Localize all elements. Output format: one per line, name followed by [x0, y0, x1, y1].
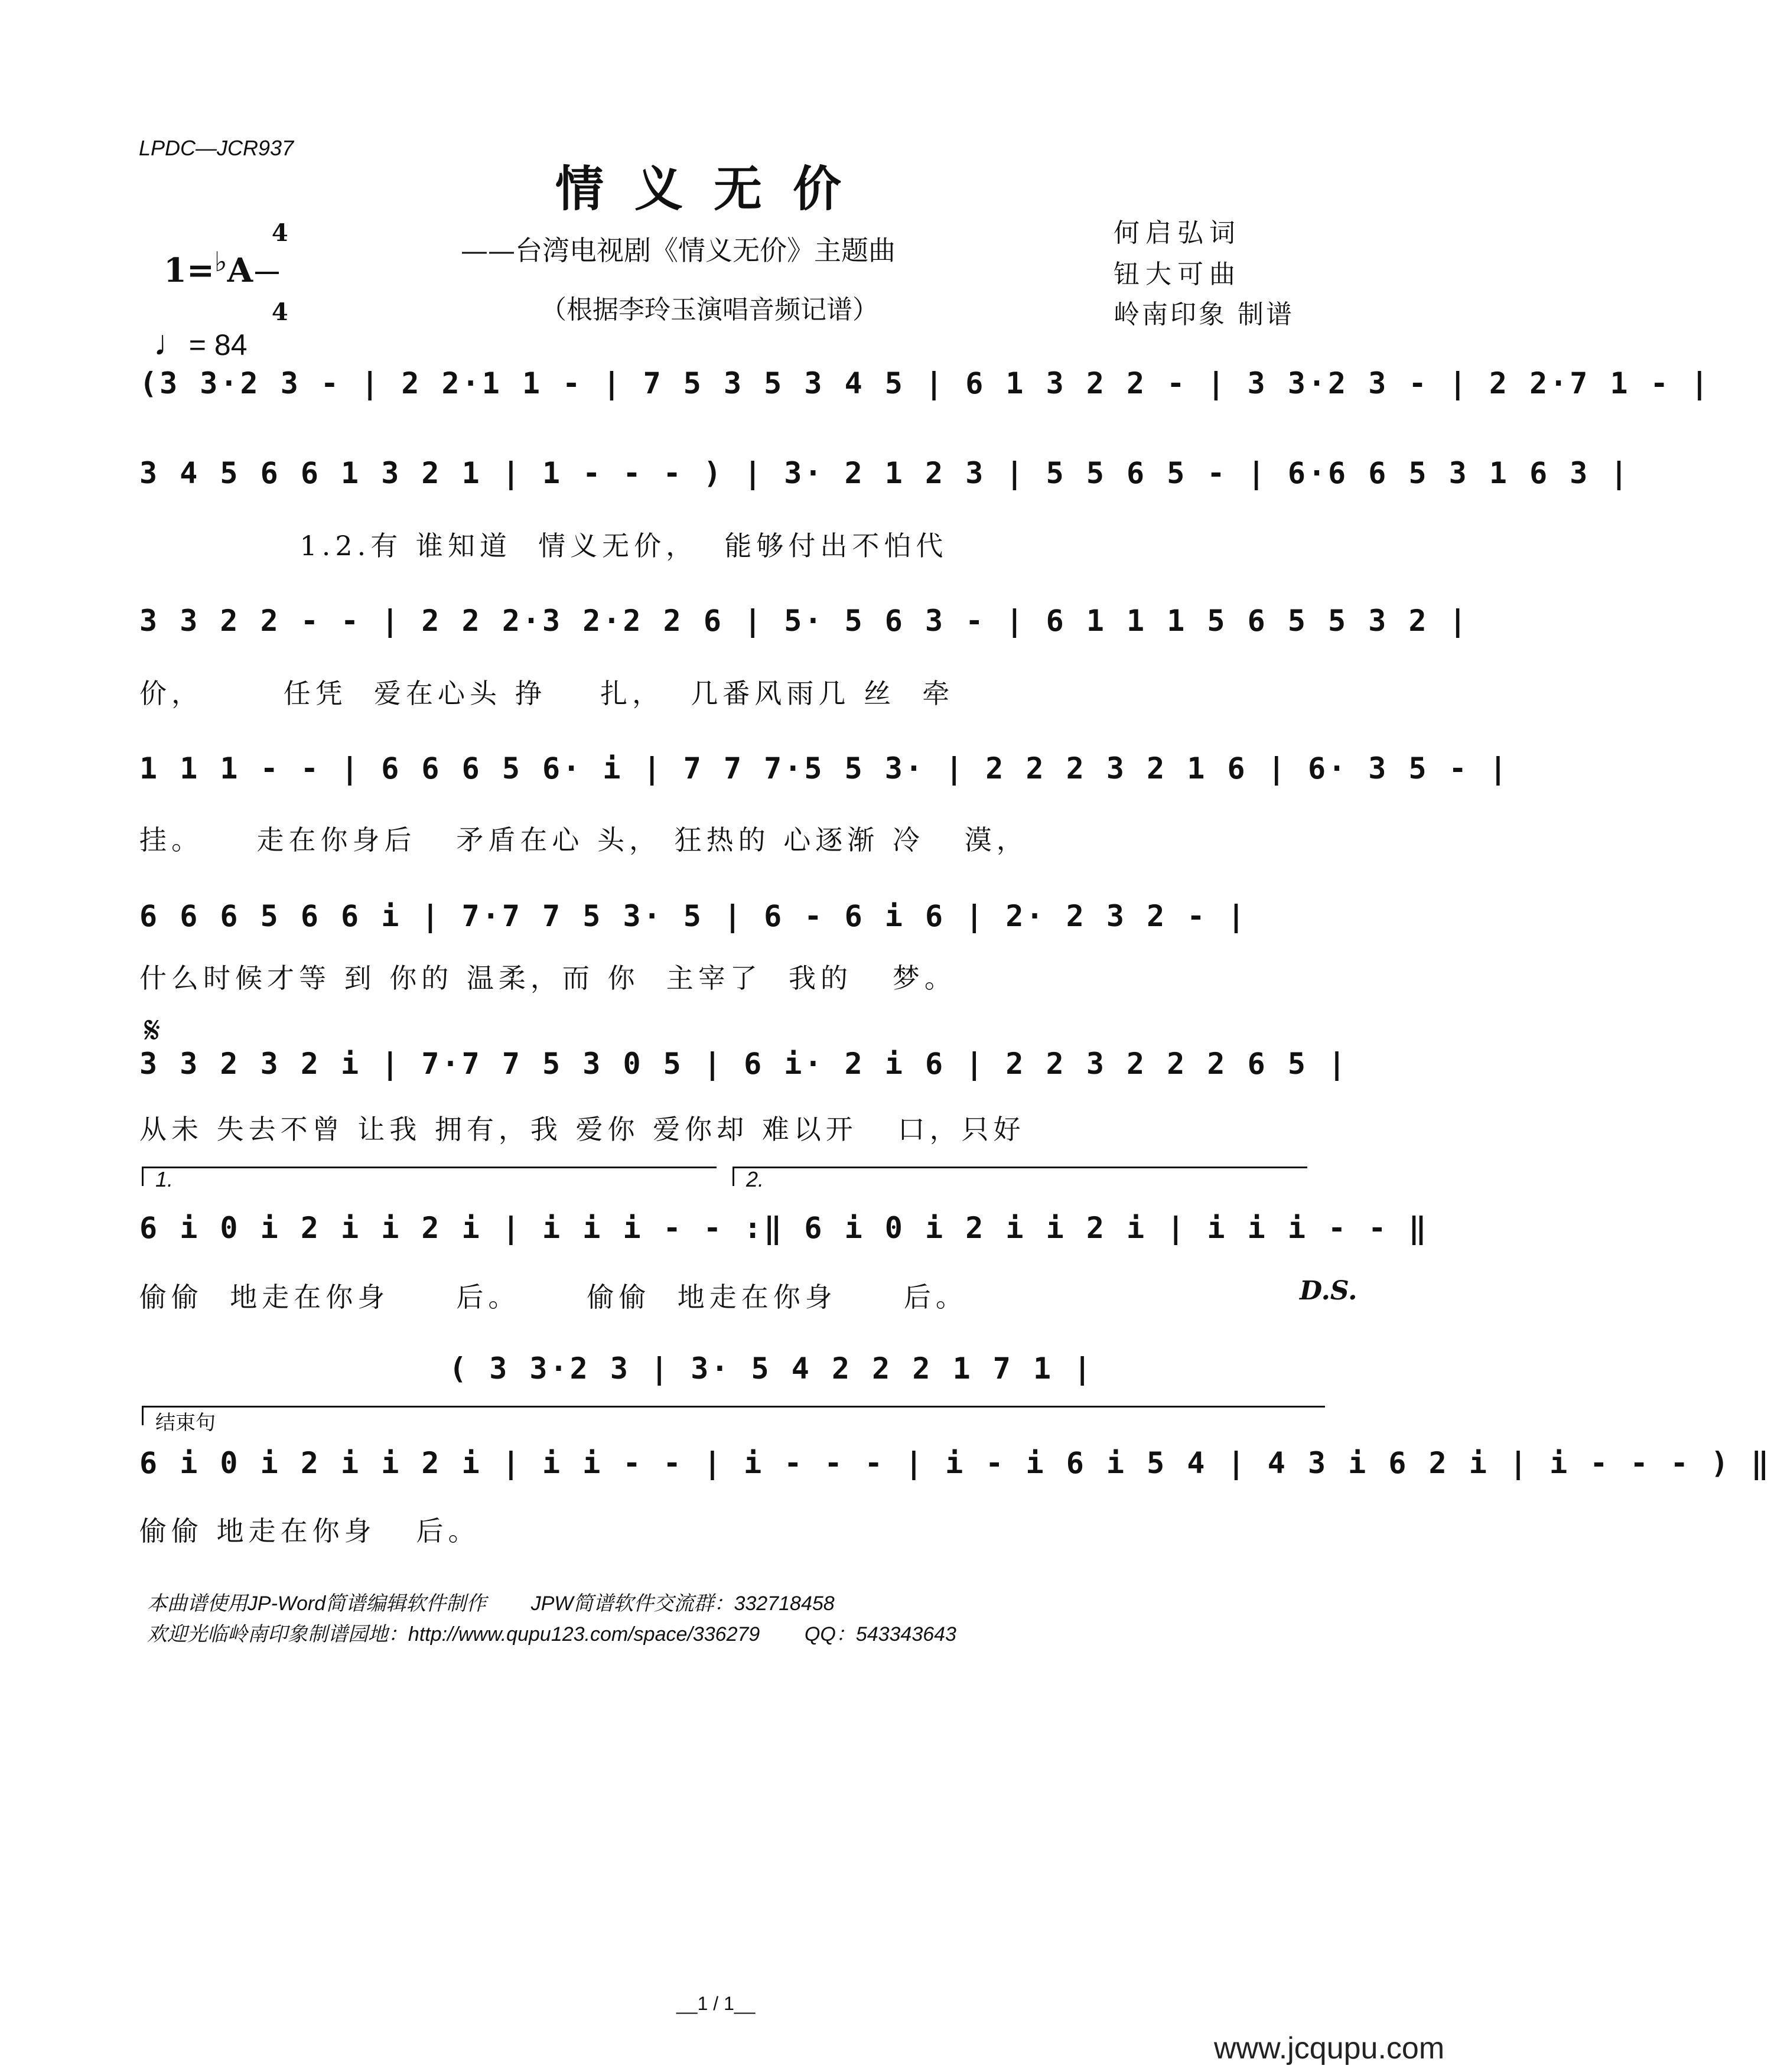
arranger-credit: 岭南印象 制谱 — [1114, 299, 1294, 330]
lyricist-credit: 何启弘词 — [1114, 218, 1241, 248]
footer-line-2 — [136, 1595, 956, 1647]
key-signature — [141, 207, 253, 290]
footer-group: JPW简谱软件交流群：332718458 — [530, 1592, 835, 1615]
coda-bracket — [142, 1406, 1325, 1435]
lyric-row-6: 从未 失去不曾 让我 拥有，我 爱你 爱你却 难以开 口，只好 — [139, 1113, 1026, 1145]
footer-software: 本曲谱使用JP-Word简谱编辑软件制作 — [147, 1592, 487, 1615]
segno-icon: 𝄋 — [144, 1009, 161, 1053]
tempo-value: = 84 — [188, 328, 248, 361]
second-ending-bracket — [733, 1167, 1307, 1191]
lyric-row-7: 偷偷 地走在你身 后。 偷偷 地走在你身 后。 — [139, 1281, 968, 1313]
score-row-4: 1 1 1 - - | 6 6 6 5 6· i | 7 7 7·5 5 3· | 2 2 2 3 2 1 6 | 6· 3 5 - | — [139, 751, 1509, 786]
score-row-2: 3 4 5 6 6 1 3 2 1 | 1 - - - ) | 3· 2 1 2 3 | 5 5 6 5 - | 6·6 6 5 3 1 6 3 | — [139, 456, 1630, 490]
coda-label: 结束句 — [155, 1411, 216, 1435]
score-row-3: 3 3 2 2 - - | 2 2 2·3 2·2 2 6 | 5· 5 6 3 - | 6 1 1 1 5 6 5 5 3 2 | — [139, 604, 1469, 638]
second-ending-label: 2. — [746, 1167, 764, 1191]
time-top: 4 — [271, 219, 288, 247]
quarter-note-icon: ♩ — [153, 323, 189, 363]
lyric-row-4: 挂。 走在你身后 矛盾在心 头， 狂热的 心逐渐 冷 漠， — [139, 824, 1028, 856]
score-row-9: 6 i 0 i 2 i i 2 i | i i - - | i - - - | i - i 6 i 5 4 | 4 3 i 6 2 i | i - - - ) ‖ — [139, 1446, 1771, 1480]
source-note: （根据李玲玉演唱音频记谱） — [541, 295, 878, 325]
flat-icon: ♭ — [214, 246, 227, 278]
time-bottom: 4 — [271, 298, 288, 326]
dal-segno-mark: D.S. — [1300, 1276, 1357, 1306]
lyric-row-2: 1.2.有 谁知道 情义无价， 能够付出不怕代 — [139, 530, 948, 562]
lyric-row-9: 偷偷 地走在你身 后。 — [139, 1515, 480, 1547]
song-title: 情义无价 — [555, 161, 873, 217]
lyric-row-5: 什么时候才等 到 你的 温柔，而 你 主宰了 我的 梦。 — [139, 962, 956, 994]
key-letter: A — [227, 251, 253, 290]
first-ending-label: 1. — [155, 1167, 174, 1191]
footer-qq: QQ：543343643 — [804, 1623, 956, 1646]
score-row-6: 3 3 2 3 2 i | 7·7 7 5 3 0 5 | 6 i· 2 i 6 | 2 2 3 2 2 2 6 5 | — [139, 1047, 1349, 1081]
score-row-8: ( 3 3·2 3 | 3· 5 4 2 2 2 1 7 1 | — [449, 1351, 1094, 1386]
composer-credit: 钮大可曲 — [1114, 259, 1241, 289]
song-subtitle: ——台湾电视剧《情义无价》主题曲 — [461, 234, 896, 266]
lyric-row-3: 价， 任凭 爱在心头 挣 扎， 几番风雨几 丝 牵 — [139, 677, 955, 709]
score-code: LPDC—JCR937 — [139, 136, 294, 160]
score-row-7: 6 i 0 i 2 i i 2 i | i i i - - :‖ 6 i 0 i 2 i i 2 i | i i i - - ‖ — [139, 1211, 1429, 1245]
page-number: __1 / 1__ — [676, 1993, 756, 2014]
tempo-marking — [137, 288, 248, 363]
score-row-5: 6 6 6 5 6 6 i | 7·7 7 5 3· 5 | 6 - 6 i 6 | 2· 2 3 2 - | — [139, 899, 1248, 933]
page-number-text: 1 / 1 — [697, 1993, 734, 2014]
key-prefix: 1= — [164, 251, 214, 290]
first-ending-bracket — [142, 1167, 717, 1191]
time-divider — [255, 272, 279, 274]
site-watermark: www.jcqupu.com — [1214, 2031, 1445, 2066]
footer-website: 欢迎光临岭南印象制谱园地：http://www.qupu123.com/space/336279 — [147, 1623, 760, 1646]
score-row-1: (3 3·2 3 - | 2 2·1 1 - | 7 5 3 5 3 4 5 | 6 1 3 2 2 - | 3 3·2 3 - | 2 2·7 1 - | — [139, 366, 1711, 400]
time-signature — [255, 196, 288, 326]
